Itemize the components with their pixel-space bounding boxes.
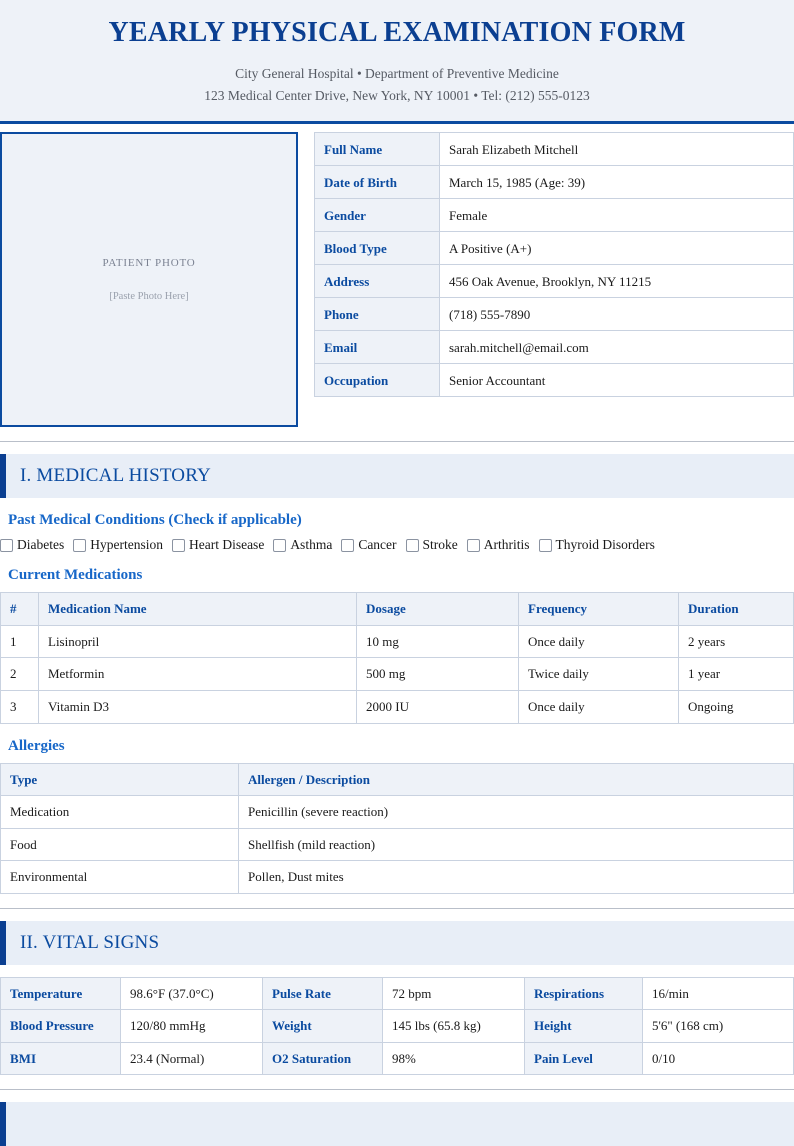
patient-info-label: Phone: [315, 298, 440, 331]
patient-info-label: Blood Type: [315, 232, 440, 265]
table-row: [315, 331, 794, 364]
vital-sign-value[interactable]: 72 bpm: [383, 977, 525, 1010]
table-cell: 3: [1, 690, 39, 723]
patient-photo-placeholder[interactable]: [0, 132, 298, 427]
table-cell[interactable]: Ongoing: [679, 690, 794, 723]
column-header: Medication Name: [39, 593, 357, 626]
table-cell[interactable]: Food: [1, 828, 239, 861]
table-header-row: [1, 763, 794, 796]
condition-checkbox-item[interactable]: [341, 537, 396, 553]
patient-info-value[interactable]: (718) 555-7890: [440, 298, 794, 331]
table-row: [1, 828, 794, 861]
column-header: Type: [1, 763, 239, 796]
condition-label: Hypertension: [90, 537, 163, 553]
patient-identification-block: [0, 124, 794, 427]
checkbox-icon[interactable]: [406, 539, 419, 552]
vital-signs-table: [0, 977, 794, 1076]
vital-sign-label: O2 Saturation: [263, 1042, 383, 1075]
subheading-allergies: Allergies: [8, 737, 65, 754]
checkbox-icon[interactable]: [341, 539, 354, 552]
table-cell[interactable]: Once daily: [519, 625, 679, 658]
column-header: Frequency: [519, 593, 679, 626]
subheading-past-conditions: Past Medical Conditions (Check if applicable): [8, 512, 302, 529]
column-header: #: [1, 593, 39, 626]
condition-checkbox-item[interactable]: [0, 537, 64, 553]
vital-sign-label: Temperature: [1, 977, 121, 1010]
condition-label: Cancer: [358, 537, 397, 553]
medications-table-head: [1, 593, 794, 626]
column-header: Allergen / Description: [239, 763, 794, 796]
patient-info-value[interactable]: A Positive (A+): [440, 232, 794, 265]
vital-sign-label: Weight: [263, 1010, 383, 1043]
table-row: [315, 166, 794, 199]
table-row: [1, 690, 794, 723]
table-cell[interactable]: Medication: [1, 796, 239, 829]
table-row: [315, 199, 794, 232]
table-cell[interactable]: Environmental: [1, 861, 239, 894]
vital-sign-value[interactable]: 23.4 (Normal): [121, 1042, 263, 1075]
patient-info-label: Full Name: [315, 133, 440, 166]
table-cell[interactable]: 10 mg: [357, 625, 519, 658]
table-cell[interactable]: 2000 IU: [357, 690, 519, 723]
vital-sign-value[interactable]: 16/min: [643, 977, 794, 1010]
vital-sign-label: Height: [525, 1010, 643, 1043]
vital-sign-value[interactable]: 98%: [383, 1042, 525, 1075]
section-header-next: [0, 1102, 794, 1146]
condition-label: Diabetes: [17, 537, 65, 553]
table-cell[interactable]: Lisinopril: [39, 625, 357, 658]
section-divider-1: [0, 441, 794, 442]
vital-sign-label: Blood Pressure: [1, 1010, 121, 1043]
table-header-row: [1, 593, 794, 626]
patient-photo-hint: [Paste Photo Here]: [109, 291, 189, 303]
medications-table-body: [1, 625, 794, 723]
condition-checkbox-item[interactable]: [273, 537, 332, 553]
condition-label: Stroke: [422, 537, 458, 553]
vital-sign-value[interactable]: 120/80 mmHg: [121, 1010, 263, 1043]
section-header-vital-signs: II. VITAL SIGNS: [0, 921, 794, 965]
table-row: [1, 977, 794, 1010]
condition-checkbox-item[interactable]: [172, 537, 264, 553]
table-row: [1, 1042, 794, 1075]
table-cell[interactable]: Pollen, Dust mites: [239, 861, 794, 894]
vital-sign-label: Pulse Rate: [263, 977, 383, 1010]
vital-sign-value[interactable]: 5'6" (168 cm): [643, 1010, 794, 1043]
org-line-1: City General Hospital • Department of Preventive Medicine: [235, 65, 559, 81]
vital-sign-value[interactable]: 145 lbs (65.8 kg): [383, 1010, 525, 1043]
section-divider-2: [0, 908, 794, 909]
table-cell: 2: [1, 658, 39, 691]
table-cell[interactable]: Once daily: [519, 690, 679, 723]
table-row: [1, 658, 794, 691]
table-row: [315, 265, 794, 298]
subheading-current-medications: Current Medications: [8, 567, 143, 584]
vital-sign-label: Pain Level: [525, 1042, 643, 1075]
section-header-medical-history: I. MEDICAL HISTORY: [0, 454, 794, 498]
section-divider-3: [0, 1089, 794, 1090]
patient-info-value[interactable]: 456 Oak Avenue, Brooklyn, NY 11215: [440, 265, 794, 298]
column-header: Dosage: [357, 593, 519, 626]
form-header: [0, 0, 794, 124]
patient-info-label: Date of Birth: [315, 166, 440, 199]
table-cell[interactable]: Shellfish (mild reaction): [239, 828, 794, 861]
vital-sign-value[interactable]: 0/10: [643, 1042, 794, 1075]
table-row: [315, 133, 794, 166]
condition-checkbox-item[interactable]: [73, 537, 163, 553]
past-conditions-checkbox-group: [0, 537, 794, 553]
table-cell: 1: [1, 625, 39, 658]
table-cell[interactable]: 1 year: [679, 658, 794, 691]
checkbox-icon[interactable]: [273, 539, 286, 552]
patient-info-value[interactable]: Female: [440, 199, 794, 232]
current-medications-table: [0, 592, 794, 723]
checkbox-icon[interactable]: [73, 539, 86, 552]
column-header: Duration: [679, 593, 794, 626]
table-row: [315, 364, 794, 397]
condition-checkbox-item[interactable]: [539, 537, 655, 553]
patient-info-value[interactable]: March 15, 1985 (Age: 39): [440, 166, 794, 199]
table-cell[interactable]: 500 mg: [357, 658, 519, 691]
vital-signs-body: [1, 977, 794, 1075]
allergies-table: [0, 763, 794, 894]
condition-label: Heart Disease: [188, 537, 265, 553]
table-row: [1, 625, 794, 658]
checkbox-icon[interactable]: [0, 539, 13, 552]
vital-sign-label: Respirations: [525, 977, 643, 1010]
table-row: [1, 1010, 794, 1043]
condition-label: Arthritis: [483, 537, 530, 553]
patient-info-body: [315, 133, 794, 397]
table-row: [1, 796, 794, 829]
page-title: YEARLY PHYSICAL EXAMINATION FORM: [108, 17, 686, 48]
form-body: [0, 124, 794, 1146]
table-cell[interactable]: Vitamin D3: [39, 690, 357, 723]
patient-info-label: Gender: [315, 199, 440, 232]
condition-checkbox-item[interactable]: [467, 537, 530, 553]
patient-info-label: Email: [315, 331, 440, 364]
patient-photo-label: PATIENT PHOTO: [102, 257, 196, 270]
allergies-table-body: [1, 796, 794, 894]
condition-checkbox-item[interactable]: [406, 537, 458, 553]
table-row: [315, 298, 794, 331]
checkbox-icon[interactable]: [467, 539, 480, 552]
vital-sign-value[interactable]: 98.6°F (37.0°C): [121, 977, 263, 1010]
condition-label: Asthma: [290, 537, 333, 553]
patient-info-label: Address: [315, 265, 440, 298]
patient-info-value[interactable]: Senior Accountant: [440, 364, 794, 397]
table-cell[interactable]: Penicillin (severe reaction): [239, 796, 794, 829]
table-row: [315, 232, 794, 265]
table-row: [1, 861, 794, 894]
allergies-table-head: [1, 763, 794, 796]
condition-label: Thyroid Disorders: [555, 537, 655, 553]
table-cell[interactable]: 2 years: [679, 625, 794, 658]
patient-info-label: Occupation: [315, 364, 440, 397]
vital-sign-label: BMI: [1, 1042, 121, 1075]
patient-info-value[interactable]: Sarah Elizabeth Mitchell: [440, 133, 794, 166]
table-cell[interactable]: Metformin: [39, 658, 357, 691]
table-cell[interactable]: Twice daily: [519, 658, 679, 691]
checkbox-icon[interactable]: [539, 539, 552, 552]
checkbox-icon[interactable]: [172, 539, 185, 552]
patient-info-table: [314, 132, 794, 397]
patient-info-value[interactable]: sarah.mitchell@email.com: [440, 331, 794, 364]
org-line-2: 123 Medical Center Drive, New York, NY 10001 • Tel: (212) 555-0123: [204, 88, 590, 104]
